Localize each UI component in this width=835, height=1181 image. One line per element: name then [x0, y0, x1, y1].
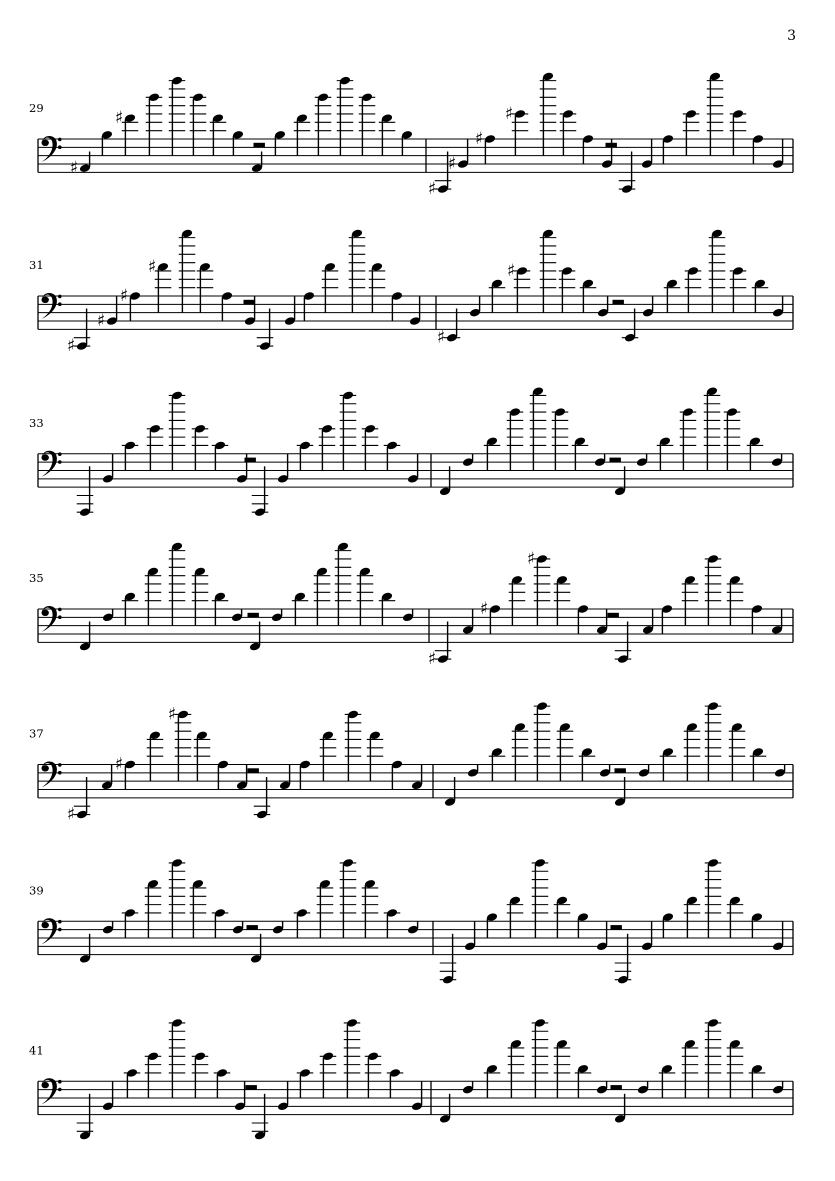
note	[362, 879, 379, 938]
measure-number: 35	[29, 571, 44, 585]
note	[462, 1081, 474, 1094]
note	[705, 554, 722, 626]
note	[234, 1081, 246, 1111]
note	[102, 921, 114, 934]
note	[367, 730, 384, 781]
note	[340, 858, 357, 938]
note	[464, 921, 476, 951]
note	[480, 599, 501, 634]
note	[194, 730, 211, 781]
staff-lines	[38, 454, 793, 487]
note	[210, 113, 227, 155]
note	[232, 921, 244, 934]
measure	[444, 701, 786, 807]
sharp-icon: ♯	[506, 260, 516, 281]
note	[638, 765, 650, 778]
note	[169, 390, 186, 470]
note	[102, 609, 114, 622]
note	[771, 609, 783, 635]
note	[197, 262, 214, 313]
bass-clef-icon	[41, 451, 61, 477]
note	[299, 760, 311, 790]
note	[124, 1068, 141, 1098]
note	[637, 1081, 649, 1094]
half-rest	[247, 925, 258, 930]
bass-clef-icon	[41, 1078, 61, 1104]
half-rest	[610, 458, 621, 463]
note	[101, 130, 113, 156]
note	[508, 1039, 525, 1098]
bass-clef-icon	[41, 918, 61, 944]
measure	[439, 1018, 784, 1124]
note	[599, 765, 611, 778]
measure-number: 41	[29, 1043, 44, 1058]
note	[190, 879, 207, 938]
note	[661, 604, 673, 634]
sharp-icon: ♯	[66, 804, 76, 825]
note	[277, 1081, 289, 1111]
half-rest	[246, 1085, 257, 1090]
note	[680, 407, 697, 470]
note	[582, 134, 594, 164]
note	[319, 424, 336, 471]
measure-number: 29	[29, 101, 44, 115]
note	[169, 76, 186, 156]
measure-number: 37	[29, 726, 44, 741]
note	[559, 266, 576, 313]
measure-number: 31	[29, 258, 44, 272]
note	[179, 229, 196, 313]
note	[507, 261, 530, 313]
note	[596, 921, 608, 951]
note	[317, 879, 334, 938]
note	[344, 1018, 361, 1098]
note	[115, 755, 136, 790]
note	[272, 921, 284, 934]
note	[448, 139, 469, 174]
sharp-icon: ♯	[69, 158, 79, 179]
note	[684, 722, 701, 781]
note	[774, 765, 786, 778]
note	[486, 912, 498, 938]
note	[772, 296, 784, 318]
note	[236, 765, 248, 791]
half-rest	[611, 925, 622, 930]
note	[594, 454, 606, 467]
note	[462, 609, 474, 635]
system	[29, 542, 793, 670]
note	[641, 921, 653, 951]
bass-clef-icon	[41, 136, 61, 162]
note	[577, 604, 589, 634]
sharp-icon: ♯	[114, 754, 124, 775]
note	[67, 309, 90, 357]
note	[557, 722, 574, 781]
note	[622, 309, 639, 343]
note	[596, 609, 608, 635]
note	[294, 113, 311, 155]
measure	[439, 386, 783, 496]
sharp-icon: ♯	[114, 108, 124, 129]
note	[709, 229, 726, 313]
note	[212, 908, 229, 938]
sharp-icon: ♯	[436, 327, 446, 348]
note	[236, 454, 248, 484]
note	[322, 262, 339, 313]
note	[77, 466, 94, 517]
system	[29, 1018, 793, 1140]
note	[772, 921, 784, 951]
note	[683, 109, 700, 156]
note	[277, 454, 289, 484]
note	[391, 291, 403, 321]
note	[707, 72, 724, 156]
note	[271, 609, 283, 622]
note	[122, 908, 139, 938]
sharp-icon: ♯	[119, 286, 129, 306]
note	[642, 609, 654, 635]
bass-clef-icon	[41, 606, 61, 632]
measure	[70, 76, 413, 179]
note	[345, 710, 362, 782]
staff-lines	[38, 139, 793, 175]
note	[279, 765, 291, 791]
sharp-icon: ♯	[96, 311, 106, 332]
sharp-icon: ♯	[66, 336, 76, 357]
note	[251, 152, 263, 174]
note	[560, 109, 577, 156]
note	[335, 542, 352, 626]
note	[168, 704, 191, 781]
note	[467, 765, 479, 778]
note	[662, 912, 674, 938]
note	[772, 1081, 784, 1094]
measure	[79, 858, 419, 964]
staff-lines	[38, 609, 793, 642]
system	[29, 229, 793, 357]
note	[532, 1018, 549, 1098]
note	[636, 454, 648, 467]
half-rest	[611, 1085, 622, 1090]
sharp-icon: ♯	[526, 548, 536, 569]
note	[727, 896, 744, 938]
note	[507, 896, 524, 938]
measure	[428, 72, 784, 200]
note	[145, 567, 162, 626]
note	[532, 858, 549, 938]
half-rest	[244, 300, 255, 305]
note	[402, 609, 414, 622]
note	[705, 701, 722, 781]
sharp-icon: ♯	[427, 649, 437, 670]
note	[662, 134, 674, 164]
note	[315, 92, 332, 155]
note	[169, 1018, 186, 1098]
note	[527, 549, 550, 626]
note	[379, 113, 396, 155]
sharp-icon: ♯	[427, 179, 437, 200]
note	[596, 1081, 608, 1094]
note	[475, 129, 496, 164]
measure-number: 33	[29, 415, 44, 430]
bass-clef-icon	[41, 293, 61, 319]
note	[554, 575, 571, 626]
note	[169, 858, 186, 938]
note	[252, 1094, 269, 1141]
note	[320, 730, 337, 781]
note	[231, 609, 243, 622]
note	[730, 109, 747, 156]
note	[365, 1051, 382, 1098]
system	[29, 858, 793, 985]
note	[369, 262, 386, 313]
note	[554, 1039, 571, 1098]
note	[387, 1068, 404, 1098]
measure	[67, 229, 421, 357]
note	[462, 454, 474, 467]
note	[359, 92, 376, 155]
note	[730, 266, 747, 313]
measure	[79, 542, 414, 652]
note	[102, 1081, 114, 1111]
half-rest	[248, 768, 259, 773]
note	[349, 229, 366, 313]
note	[384, 441, 401, 471]
sharp-icon: ♯	[479, 599, 489, 619]
sharp-icon: ♯	[447, 154, 457, 175]
system	[29, 72, 793, 200]
note	[509, 575, 526, 626]
note	[217, 760, 229, 790]
note	[190, 92, 207, 155]
sharp-icon: ♯	[167, 704, 177, 725]
note	[641, 139, 653, 169]
system	[29, 386, 793, 517]
note	[97, 296, 118, 331]
note	[540, 229, 557, 313]
note	[751, 912, 763, 938]
bass-clef-icon	[41, 762, 61, 788]
note	[554, 896, 571, 938]
note	[284, 296, 296, 326]
note	[192, 424, 209, 471]
note	[577, 912, 589, 938]
note	[120, 286, 141, 321]
note	[682, 1039, 699, 1098]
note	[401, 130, 413, 156]
note	[682, 575, 699, 626]
note	[77, 1094, 94, 1141]
note	[122, 441, 139, 471]
note	[147, 730, 164, 781]
note	[724, 407, 741, 470]
note	[530, 386, 547, 470]
note	[752, 134, 764, 164]
note	[534, 701, 551, 781]
half-rest	[254, 143, 265, 148]
note	[727, 575, 744, 626]
note	[337, 76, 354, 156]
note	[294, 908, 311, 938]
note	[772, 139, 784, 169]
note	[407, 454, 419, 484]
note	[407, 921, 419, 934]
note	[192, 1051, 209, 1098]
note	[751, 604, 763, 634]
note	[771, 454, 783, 467]
note	[252, 466, 269, 517]
system	[29, 701, 793, 824]
note	[384, 908, 401, 938]
measure-number: 39	[29, 883, 44, 898]
note	[340, 390, 357, 470]
note	[512, 722, 529, 781]
note	[362, 424, 379, 471]
note	[704, 386, 721, 470]
note	[411, 765, 423, 791]
note	[642, 296, 654, 318]
note	[297, 441, 314, 471]
note	[274, 130, 286, 156]
page-number: 3	[787, 28, 796, 44]
note	[391, 760, 403, 790]
sharp-icon: ♯	[504, 103, 514, 124]
note	[102, 454, 114, 484]
note	[615, 934, 632, 985]
note	[469, 296, 481, 318]
note	[727, 1039, 744, 1098]
sharp-icon: ♯	[474, 129, 484, 149]
note	[212, 441, 229, 471]
note	[597, 296, 609, 318]
note	[214, 1068, 231, 1098]
note	[314, 567, 331, 626]
note	[540, 72, 557, 156]
note	[303, 291, 315, 321]
note	[169, 542, 186, 626]
note	[145, 879, 162, 938]
note	[357, 567, 374, 626]
note	[729, 722, 746, 781]
half-rest	[613, 300, 624, 305]
note	[320, 1051, 337, 1098]
note	[115, 108, 138, 156]
note	[684, 896, 701, 938]
note	[297, 1068, 314, 1098]
note	[428, 622, 451, 670]
note	[146, 92, 163, 155]
sharp-icon: ♯	[147, 256, 157, 277]
note	[147, 424, 164, 471]
half-rest	[615, 768, 626, 773]
note	[685, 266, 702, 313]
note	[505, 104, 528, 156]
note	[67, 777, 90, 825]
note	[232, 130, 244, 156]
note	[437, 309, 460, 348]
note	[221, 291, 233, 321]
measure	[77, 1018, 423, 1140]
note	[101, 765, 113, 791]
half-rest	[248, 613, 259, 618]
half-rest	[608, 613, 619, 618]
staff-lines	[38, 765, 793, 798]
note	[552, 407, 569, 470]
note	[192, 567, 209, 626]
note	[705, 858, 722, 938]
note	[440, 934, 457, 985]
note	[145, 1051, 162, 1098]
note	[705, 1018, 722, 1098]
note	[409, 296, 421, 326]
note	[411, 1081, 423, 1111]
note	[507, 407, 524, 470]
